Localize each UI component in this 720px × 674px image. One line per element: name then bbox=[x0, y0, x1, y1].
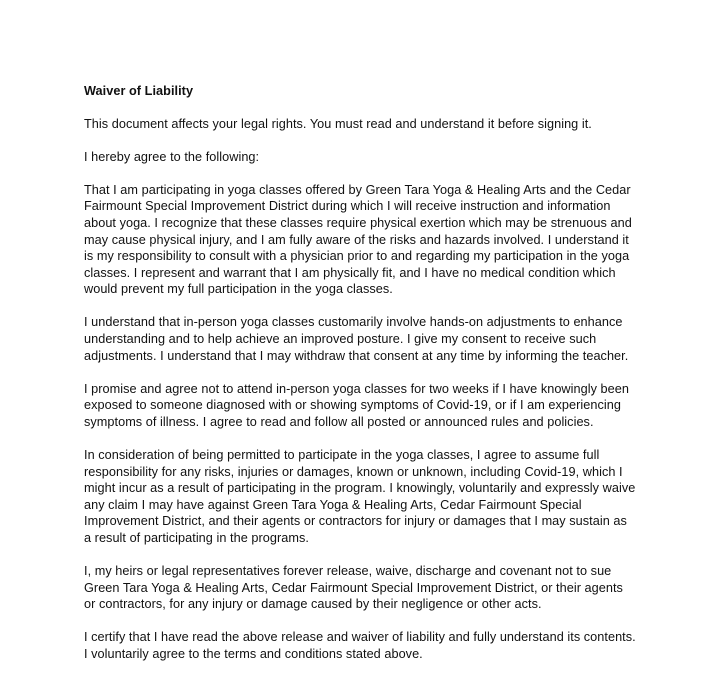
assumption-of-risk-paragraph: In consideration of being permitted to participate in the yoga classes, I agree to assume full responsibility for any risks, injuries or damages, known or unknown, including Covid-19, which I might incur as a result of participating in the program. I knowingly, voluntarily and expressly waive any claim I may have against Green Tara Yoga & Healing Arts, Cedar Fairmount Special Improvement District, and their agents or contractors for injury or damages that I may sustain as a result of participating in the programs. bbox=[84, 448, 636, 545]
covid-policy-paragraph: I promise and agree not to attend in-person yoga classes for two weeks if I have knowingly been exposed to someone diagnosed with or showing symptoms of Covid-19, or if I am experiencing symptoms of illness. I agree to read and follow all posted or announced rules and policies. bbox=[84, 381, 629, 429]
intro-notice-paragraph: This document affects your legal rights. You must read and understand it before signing it. bbox=[84, 116, 592, 131]
waiver-document bbox=[84, 83, 636, 663]
certification-paragraph: I certify that I have read the above release and waiver of liability and fully understand its contents. I voluntarily agree to the terms and conditions stated above. bbox=[84, 630, 636, 661]
adjustments-consent-paragraph: I understand that in-person yoga classes customarily involve hands-on adjustments to enhance understanding and to help achieve an improved posture. I give my consent to receive such adjustments. I understand that I may withdraw that consent at any time by informing the teacher. bbox=[84, 315, 629, 363]
agreement-lead-paragraph: I hereby agree to the following: bbox=[84, 149, 260, 164]
document-title: Waiver of Liability bbox=[84, 84, 194, 98]
release-paragraph: I, my heirs or legal representatives forever release, waive, discharge and covenant not to sue Green Tara Yoga & Healing Arts, Cedar Fairmount Special Improvement District, or their agents or contractors, for any injury or damage caused by their negligence or other acts. bbox=[84, 564, 623, 612]
participation-paragraph: That I am participating in yoga classes offered by Green Tara Yoga & Healing Arts and the Cedar Fairmount Special Improvement District during which I will receive instruction and information about yoga. I recognize that these classes require physical exertion which may be strenuous and may cause physical injury, and I am fully aware of the risks and hazards involved. I understand it is my responsibility to consult with a physician prior to and regarding my participation in the yoga classes. I represent and warrant that I am physically fit, and I have no medical condition which would prevent my full participation in the yoga classes. bbox=[84, 182, 632, 297]
